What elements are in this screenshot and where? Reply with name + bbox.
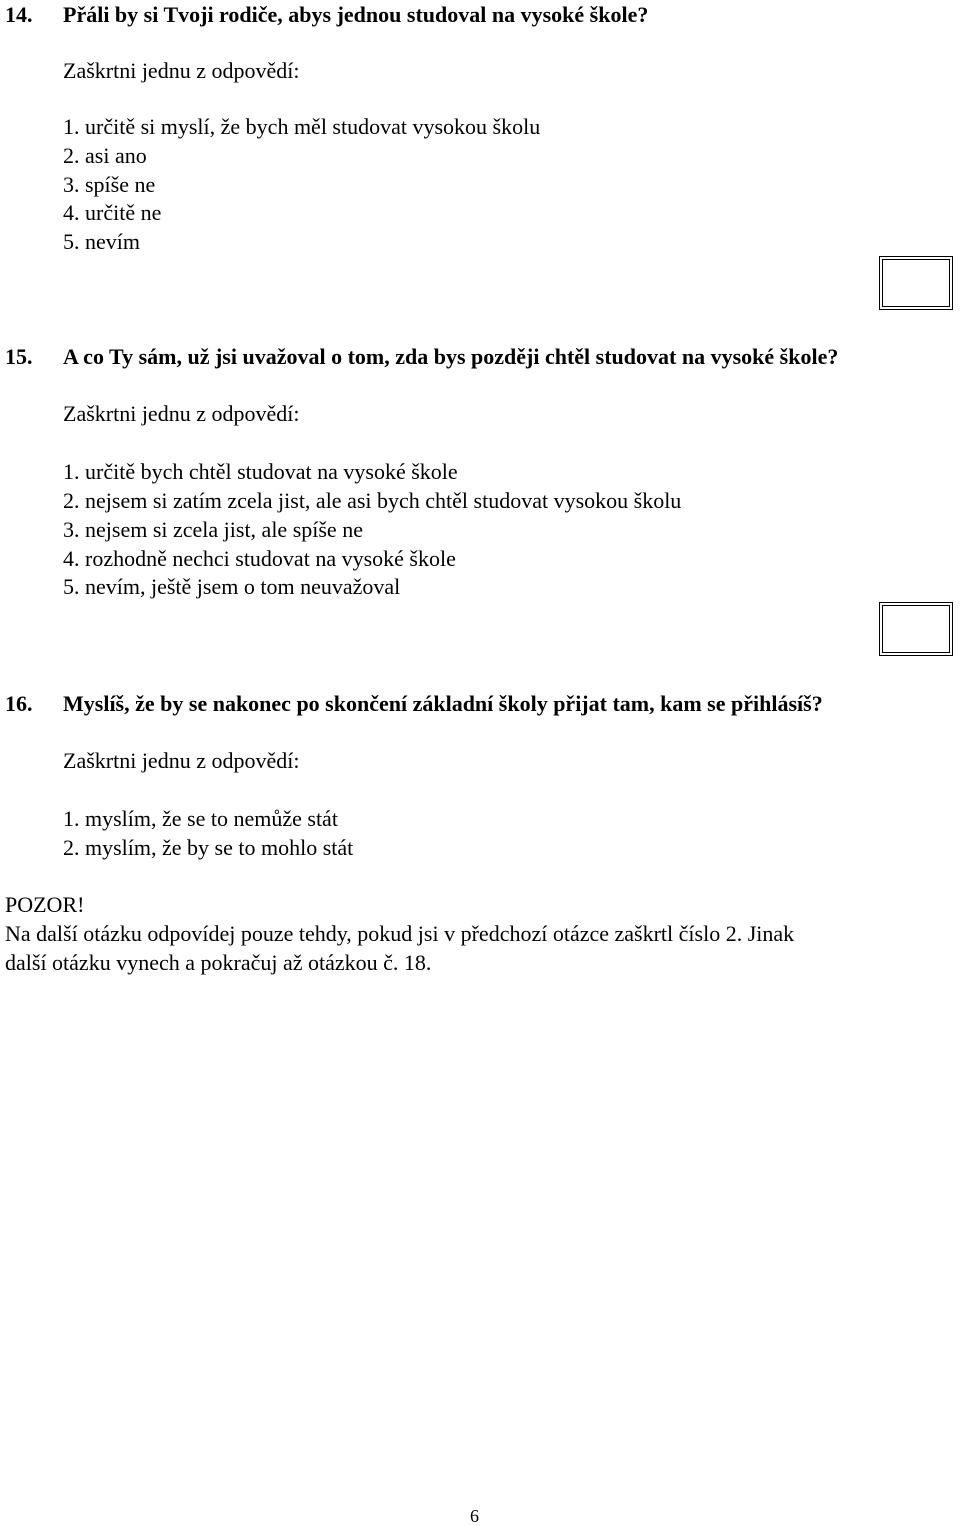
question-16-instruction: Zaškrtni jednu z odpovědí: — [63, 748, 300, 773]
question-15-number: 15. — [5, 344, 33, 369]
question-14-answer-box[interactable] — [879, 256, 953, 310]
question-14-number: 14. — [5, 2, 33, 27]
question-14-option-4: 4. určitě ne — [63, 200, 162, 225]
question-15-text: A co Ty sám, už jsi uvažoval o tom, zda bys později chtěl studovat na vysoké škole? — [63, 344, 839, 369]
question-16-option-1: 1. myslím, že se to nemůže stát — [63, 806, 338, 831]
note-title: POZOR! — [5, 892, 85, 917]
question-14-option-1: 1. určitě si myslí, že bych měl studovat vysokou školu — [63, 114, 541, 139]
question-16-text: Myslíš, že by se nakonec po skončení základní školy přijat tam, kam se přihlásíš? — [63, 691, 823, 716]
question-14-instruction: Zaškrtni jednu z odpovědí: — [63, 58, 300, 83]
question-15-instruction: Zaškrtni jednu z odpovědí: — [63, 401, 300, 426]
question-14-option-5: 5. nevím — [63, 229, 140, 254]
question-15-option-4: 4. rozhodně nechci studovat na vysoké škole — [63, 546, 456, 571]
page-number: 6 — [470, 1506, 479, 1526]
question-15-option-1: 1. určitě bych chtěl studovat na vysoké škole — [63, 459, 458, 484]
question-15-option-2: 2. nejsem si zatím zcela jist, ale asi bych chtěl studovat vysokou školu — [63, 488, 682, 513]
question-14-option-2: 2. asi ano — [63, 143, 147, 168]
question-15-option-3: 3. nejsem si zcela jist, ale spíše ne — [63, 517, 363, 542]
note-line-1: Na další otázku odpovídej pouze tehdy, pokud jsi v předchozí otázce zaškrtl číslo 2. Jinak — [5, 921, 795, 946]
question-16-number: 16. — [5, 691, 33, 716]
question-16-option-2: 2. myslím, že by se to mohlo stát — [63, 835, 354, 860]
question-14-option-3: 3. spíše ne — [63, 172, 156, 197]
note-line-2: další otázku vynech a pokračuj až otázkou č. 18. — [5, 950, 432, 975]
question-15-answer-box[interactable] — [879, 602, 953, 656]
question-14-text: Přáli by si Tvoji rodiče, abys jednou studoval na vysoké škole? — [63, 2, 649, 27]
question-15-option-5: 5. nevím, ještě jsem o tom neuvažoval — [63, 574, 401, 599]
